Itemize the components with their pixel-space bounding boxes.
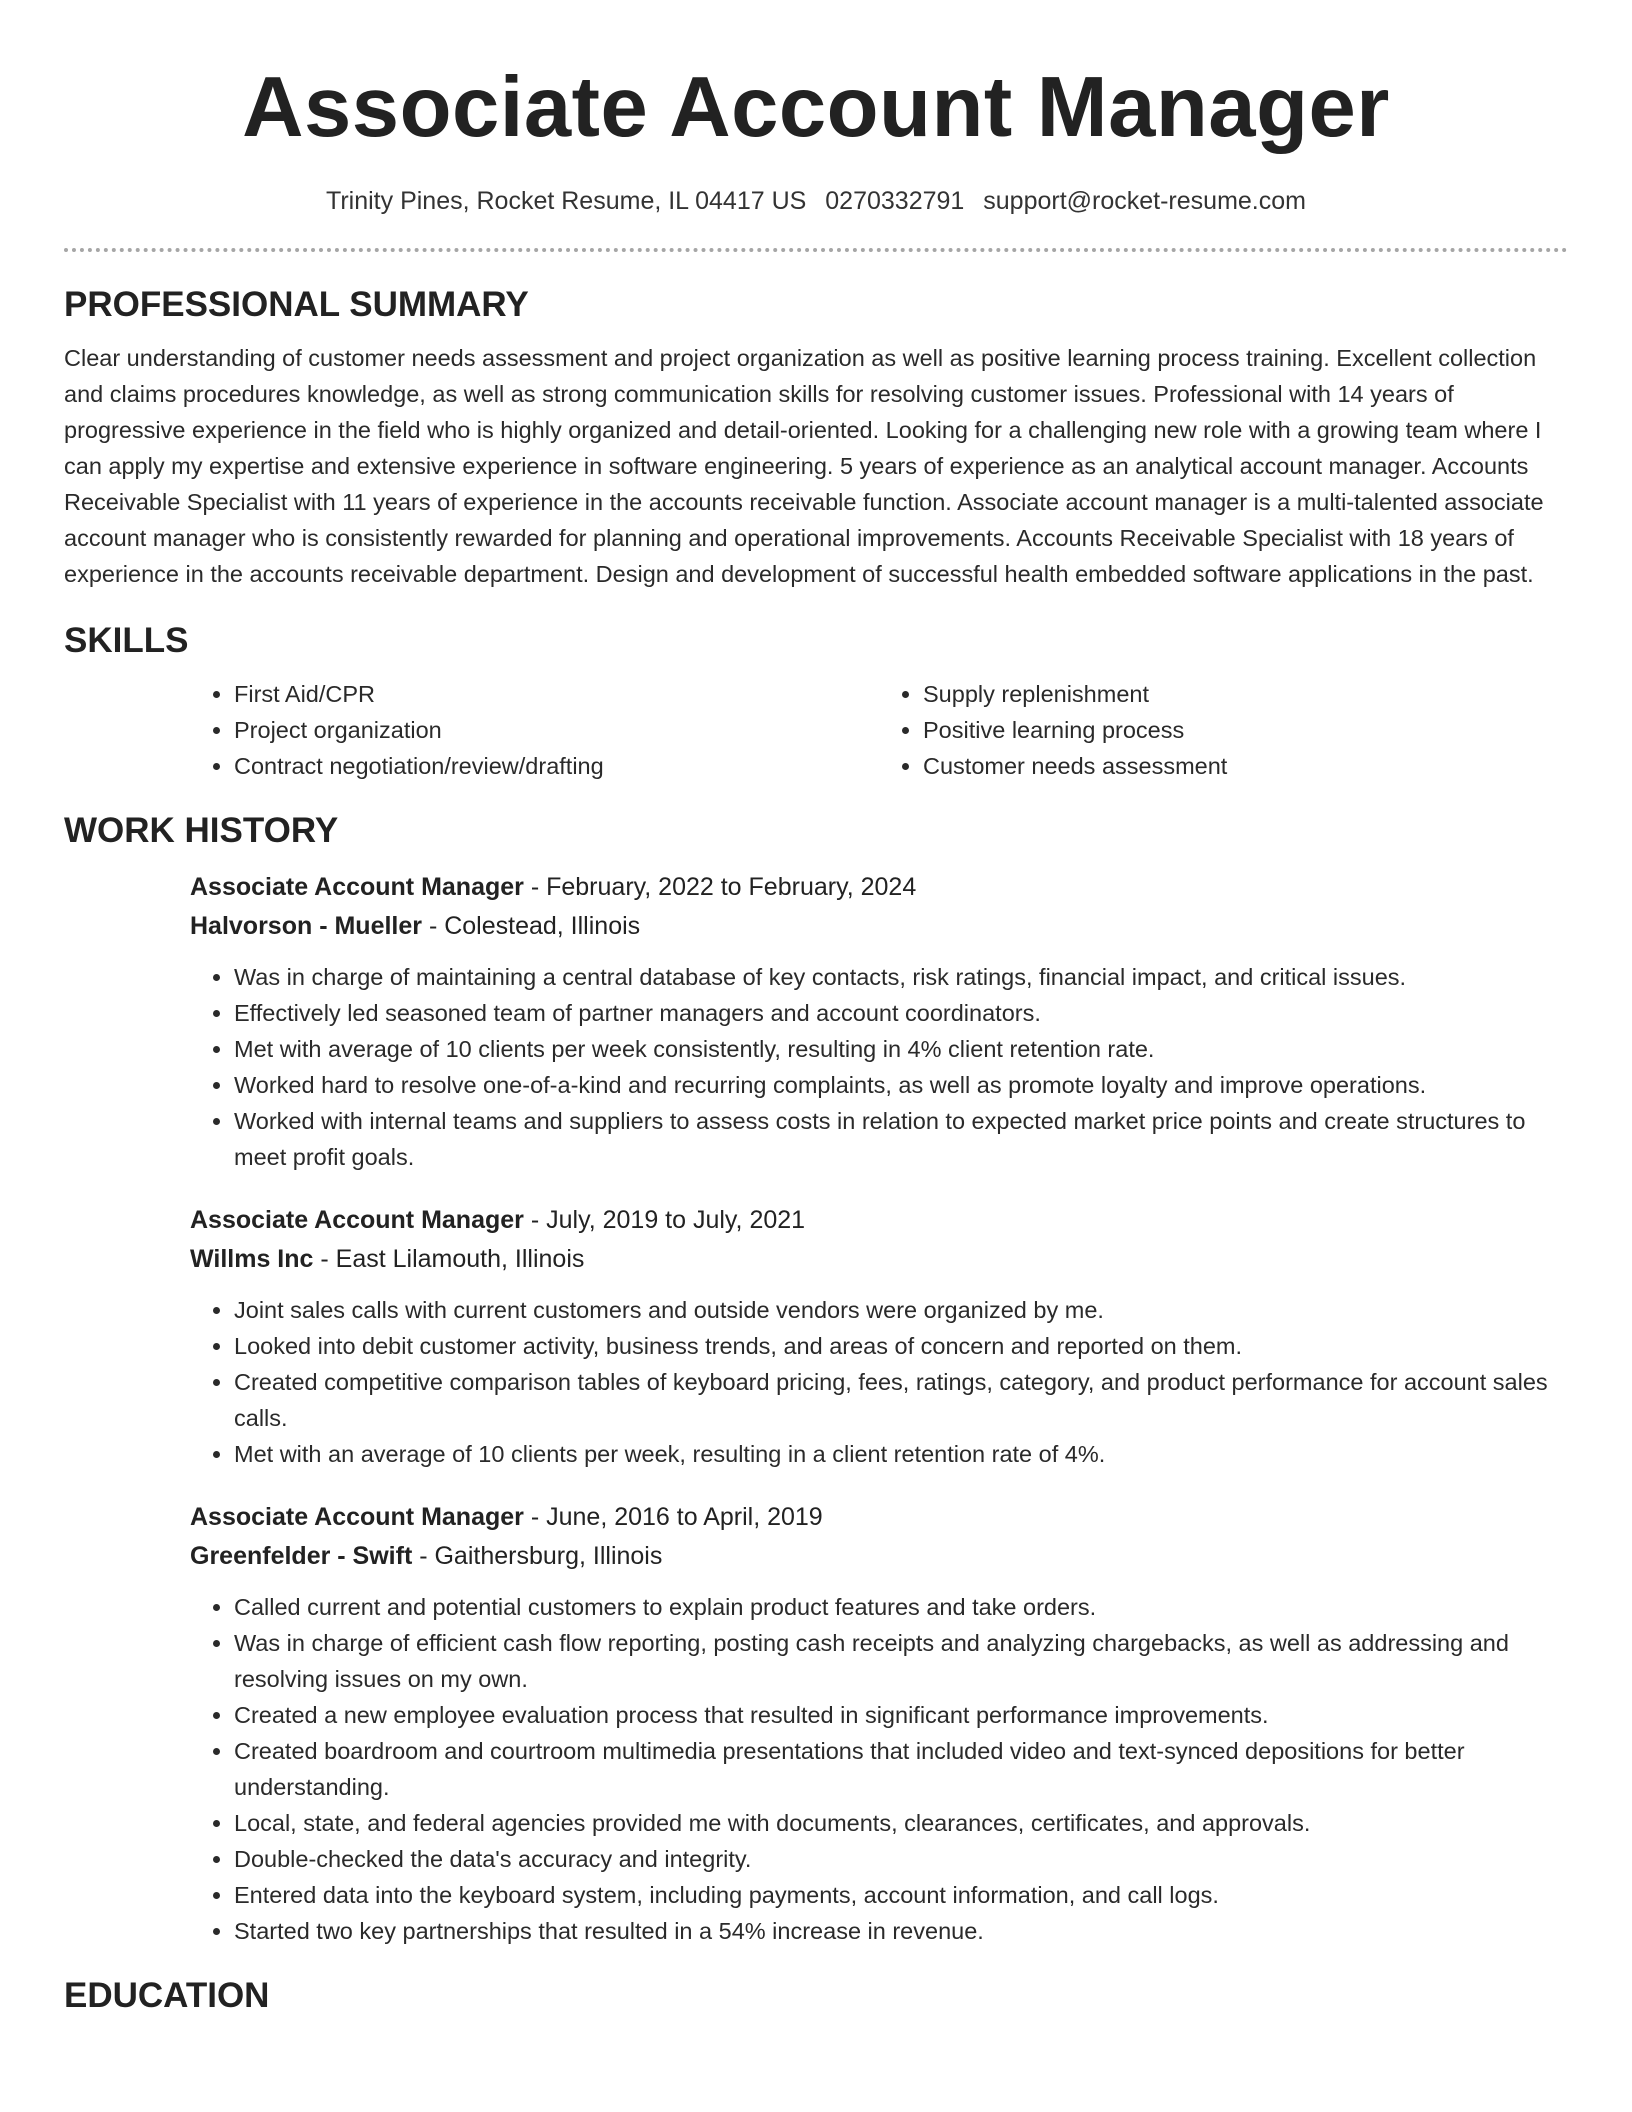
skill-item: • First Aid/CPR [234,676,879,712]
job-bullet: • Called current and potential customers to explain product features and take orders. [234,1589,1568,1625]
resume-page [64,0,1568,2017]
job-title-line [190,1498,1568,1537]
job-dates: - February, 2022 to February, 2024 [523,873,917,901]
skill-item: • Project organization [234,712,879,748]
job-title-line [190,868,1568,907]
skills-list [190,676,1568,784]
job-company-line [190,1240,1568,1279]
job-bullet: • Local, state, and federal agencies provided me with documents, clearances, certificates, and approvals. [234,1805,1568,1841]
education-heading: EDUCATION [64,1976,270,2015]
job-bullet: • Was in charge of efficient cash flow reporting, posting cash receipts and analyzing chargebacks, as well as addressing and resolving issues on my own. [234,1625,1568,1697]
job-entry [190,1201,1568,1279]
job-bullet: • Worked with internal teams and suppliers to assess costs in relation to expected market price points and create structures to meet profit goals. [234,1103,1568,1175]
job-bullet: • Joint sales calls with current customers and outside vendors were organized by me. [234,1292,1568,1328]
job-entry [190,1498,1568,1576]
job-bullet: • Met with average of 10 clients per week consistently, resulting in 4% client retention rate. [234,1031,1568,1067]
job-company-line [190,907,1568,946]
job-bullets [190,1589,1568,1949]
job-bullet: • Started two key partnerships that resulted in a 54% increase in revenue. [234,1913,1568,1949]
job-bullets [190,959,1568,1175]
job-bullet: • Created a new employee evaluation process that resulted in significant performance improvements. [234,1697,1568,1733]
phone[interactable]: 0270332791 [825,187,965,215]
work-history-heading: WORK HISTORY [64,811,339,850]
skills-column-left [190,676,879,784]
job-bullet: • Looked into debit customer activity, business trends, and areas of concern and reported on them. [234,1328,1568,1364]
skill-item: • Positive learning process [923,712,1568,748]
candidate-name: Associate Account Manager [242,60,1390,155]
job-dates: - June, 2016 to April, 2019 [523,1503,823,1531]
skill-item: • Customer needs assessment [923,748,1568,784]
summary-heading: PROFESSIONAL SUMMARY [64,285,529,324]
job-company: Greenfelder - Swift [190,1542,413,1570]
skills-column-right [879,676,1568,784]
job-bullet: • Effectively led seasoned team of partner managers and account coordinators. [234,995,1568,1031]
job-location: - East Lilamouth, Illinois [313,1245,585,1273]
job-company: Halvorson - Mueller [190,912,422,940]
job-entry [190,868,1568,946]
job-bullet: • Created boardroom and courtroom multimedia presentations that included video and text-synced depositions for better understanding. [234,1733,1568,1805]
job-bullet: • Worked hard to resolve one-of-a-kind and recurring complaints, as well as promote loyalty and improve operations. [234,1067,1568,1103]
job-location: - Gaithersburg, Illinois [412,1542,663,1570]
job-bullet: • Entered data into the keyboard system, including payments, account information, and call logs. [234,1877,1568,1913]
job-role: Associate Account Manager [190,1206,524,1234]
job-role: Associate Account Manager [190,1503,524,1531]
header-divider [64,248,1568,252]
job-title-line [190,1201,1568,1240]
skills-heading: SKILLS [64,621,189,660]
skill-item: • Contract negotiation/review/drafting [234,748,879,784]
job-bullets [190,1292,1568,1472]
job-bullet: • Was in charge of maintaining a central database of key contacts, risk ratings, financial impact, and critical issues. [234,959,1568,995]
job-company-line [190,1537,1568,1576]
job-company: Willms Inc [190,1245,314,1273]
skill-item: • Supply replenishment [923,676,1568,712]
job-bullet: • Met with an average of 10 clients per week, resulting in a client retention rate of 4%. [234,1436,1568,1472]
summary-text: Clear understanding of customer needs assessment and project organization as well as positive learning process training. Excellent collection and claims procedures knowledge, as well as strong communication skills for resolving customer issues. Professional with 14 years of progressive experience in the field who is highly organized and detail-oriented. Looking for a challenging new role with a growing team where I can apply my expertise and extensive experience in software engineering. 5 years of experience as an analytical account manager. Accounts Receivable Specialist with 11 years of experience in the accounts receivable function. Associate account manager is a multi-talented associate account manager who is consistently rewarded for planning and operational improvements. Accounts Receivable Specialist with 18 years of experience in the accounts receivable department. Design and development of successful health embedded software applications in the past. [64,345,1544,587]
job-dates: - July, 2019 to July, 2021 [523,1206,806,1234]
address: Trinity Pines, Rocket Resume, IL 04417 US [326,187,807,215]
job-location: - Colestead, Illinois [422,912,641,940]
email[interactable]: support@rocket-resume.com [983,187,1306,215]
job-bullet: • Double-checked the data's accuracy and integrity. [234,1841,1568,1877]
contact-line [64,186,1568,216]
job-role: Associate Account Manager [190,873,524,901]
job-bullet: • Created competitive comparison tables of keyboard pricing, fees, ratings, category, and product performance for account sales calls. [234,1364,1568,1436]
